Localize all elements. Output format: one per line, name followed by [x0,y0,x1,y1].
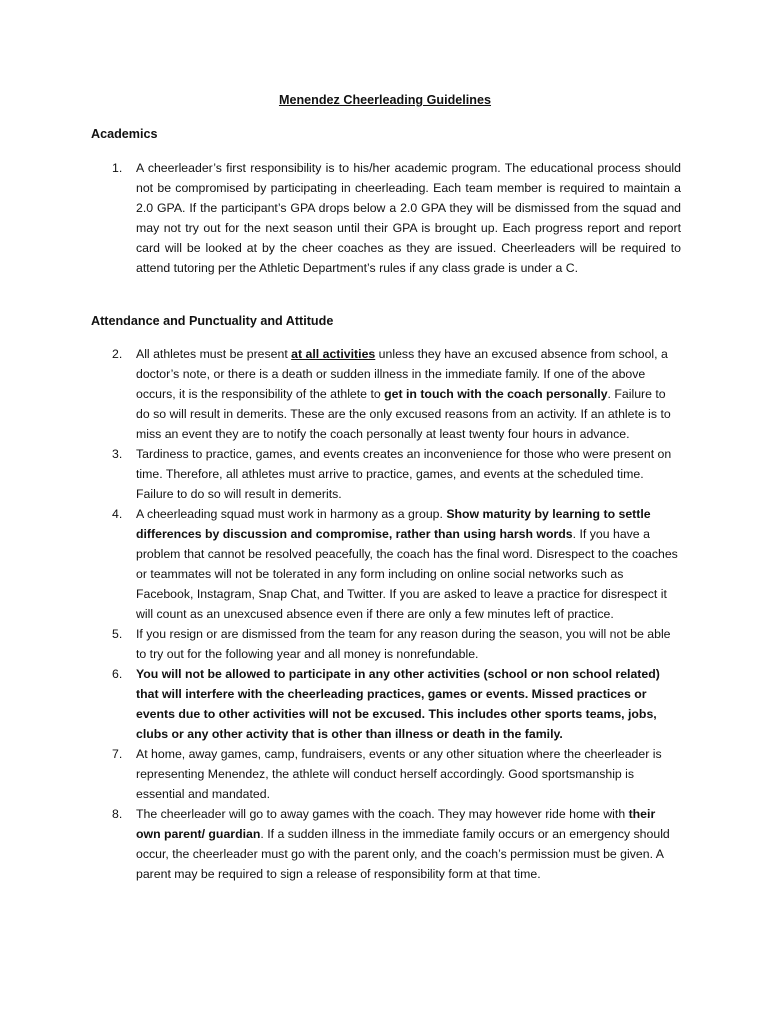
item-text-part: unless they have an excused absence from school, a doctor’s note, or there is a death or sudden illness in the immediate family. If one of the above occurs, it is the responsibility of the athlete to [136,347,668,401]
item-text-part: The cheerleader will go to away games with the coach. They may however ride home with [136,807,629,821]
item-text-part: All athletes must be present [136,347,292,361]
item-emphasis-bold: get in touch with the coach personally [384,387,608,401]
item-text: If you resign or are dismissed from the team for any reason during the season, you will not be able to try out for the following year and all money is nonrefundable. [136,627,671,661]
list-item [0,624,681,664]
item-number: 6. [112,667,123,681]
item-emphasis-bold: their own parent/ guardian [136,807,656,841]
academics-list [0,158,770,278]
item-number: 5. [112,627,123,641]
item-emphasis-underline: at all activities [291,347,376,361]
list-item [0,444,681,504]
item-number: 8. [112,807,123,821]
item-text-part: A cheerleading squad must work in harmony as a group. [136,507,447,521]
list-item [0,344,681,444]
item-text: Tardiness to practice, games, and events creates an inconvenience for those who were present on time. Therefore, all athletes must arrive to practice, games, and events at the scheduled time. Failure to do so will result in demerits. [136,447,672,501]
item-number: 7. [112,747,123,761]
item-number: 1. [112,161,123,175]
list-item [0,804,681,884]
item-number: 4. [112,507,123,521]
item-text-part: . If a sudden illness in the immediate family occurs or an emergency should occur, the cheerleader must go with the parent only, and the coach’s permission must be given. A parent may be required to sign a release of responsibility form at that time. [136,827,670,881]
item-number: 3. [112,447,123,461]
item-text: A cheerleader’s first responsibility is to his/her academic program. The educational process should not be compromised by participating in cheerleading. Each team member is required to maintain a 2.0 GPA. If the participant’s GPA drops below a 2.0 GPA they will be dismissed from the squad and may not try out for the next season until their GPA is brought up. Each progress report and report card will be looked at by the cheer coaches as they are issued. Cheerleaders will be required to attend tutoring per the Athletic Department’s rules if any class grade is under a C. [136,161,681,275]
item-emphasis-bold: Show maturity by learning to settle differences by discussion and compromise, rather than using harsh words [136,507,651,541]
list-item [0,744,681,804]
list-item [0,158,681,278]
item-text-part: . Failure to do so will result in demerits. These are the only excused reasons from an activity. If an athlete is to miss an event they are to notify the coach personally at least twenty four hours in advance. [136,387,671,441]
list-item [0,504,681,624]
attendance-list [0,344,770,884]
section-heading-academics: Academics [91,127,158,141]
list-item [0,664,681,744]
item-text: You will not be allowed to participate in any other activities (school or non school related) that will interfere with the cheerleading practices, games or events. Missed practices or events due to other activities will not be excused. This includes other sports teams, jobs, clubs or any other activity that is other than illness or death in the family. [136,667,660,741]
document-title: Menendez Cheerleading Guidelines [278,93,492,107]
section-heading-attendance: Attendance and Punctuality and Attitude [91,314,334,328]
item-text: At home, away games, camp, fundraisers, events or any other situation where the cheerleader is representing Menendez, the athlete will conduct herself accordingly. Good sportsmanship is essential and mandated. [136,747,662,801]
item-number: 2. [112,347,123,361]
item-text-part: . If you have a problem that cannot be resolved peacefully, the coach has the final word. Disrespect to the coaches or teammates will not be tolerated in any form including on online social networks such as Facebook, Instagram, Snap Chat, and Twitter. If you are asked to leave a practice for disrespect it will count as an unexcused absence even if there are only a few minutes left of practice. [136,527,678,621]
